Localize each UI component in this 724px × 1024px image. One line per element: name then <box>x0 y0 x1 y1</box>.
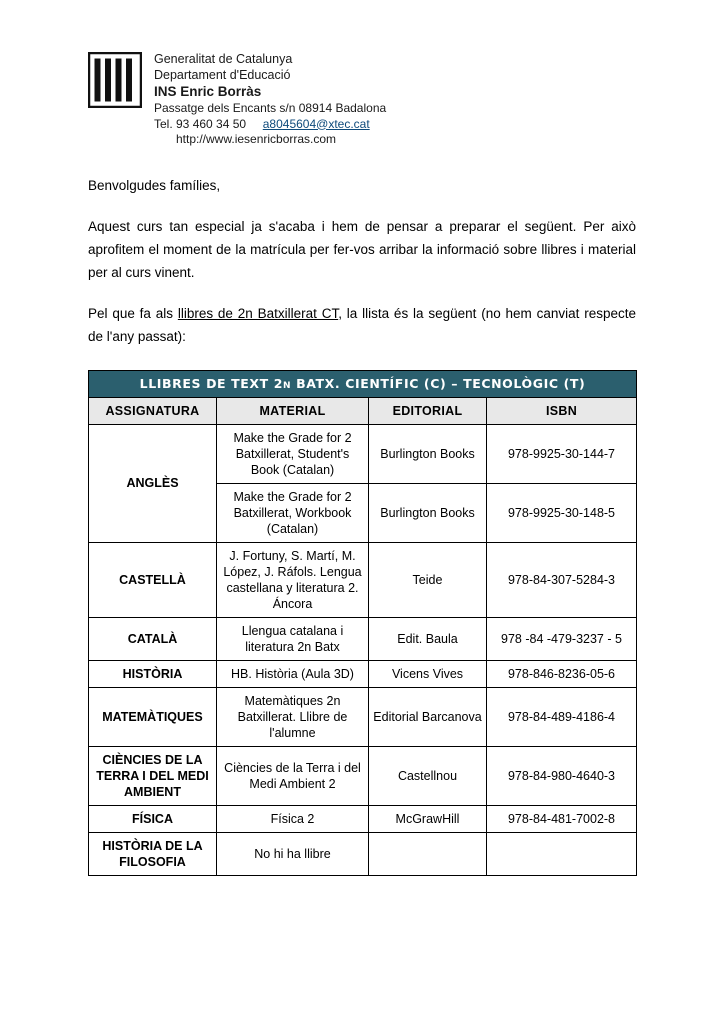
table-row <box>89 746 637 805</box>
cell-material: Física 2 <box>217 805 369 832</box>
cell-editorial: Burlington Books <box>369 424 487 483</box>
table-row <box>89 424 637 483</box>
cell-material: Make the Grade for 2 Batxillerat, Student's Book (Catalan) <box>217 424 369 483</box>
table-row <box>89 542 637 617</box>
cell-subject: HISTÒRIA DE LA FILOSOFIA <box>89 832 217 875</box>
table-row <box>89 617 637 660</box>
letterhead-text <box>154 52 386 148</box>
cell-isbn: 978-84-489-4186-4 <box>487 687 637 746</box>
table-row <box>89 832 637 875</box>
cell-isbn: 978 -84 -479-3237 - 5 <box>487 617 637 660</box>
salutation: Benvolgudes famílies, <box>88 177 221 193</box>
paragraph-1: Aquest curs tan especial ja s'acaba i hem de pensar a preparar el següent. Per això aprofitem el moment de la matrícula per fer-vos arribar la informació sobre llibres i material per al curs vinent. <box>88 218 636 280</box>
books-highlight: llibres de 2n Batxillerat CT <box>177 305 339 321</box>
cell-material: Matemàtiques 2n Batxillerat. Llibre de l'alumne <box>217 687 369 746</box>
cell-isbn: 978-846-8236-05-6 <box>487 660 637 687</box>
org-name: Generalitat de Catalunya <box>154 52 293 66</box>
school-phone: Tel. 93 460 34 50 <box>154 116 247 131</box>
paragraph-2 <box>88 302 636 348</box>
generalitat-de-catalunya-logo <box>88 52 142 108</box>
cell-editorial: Castellnou <box>369 746 487 805</box>
cell-material: HB. Història (Aula 3D) <box>217 660 369 687</box>
school-email-link[interactable]: a8045604@xtec.cat <box>262 116 370 131</box>
cell-material: Ciències de la Terra i del Medi Ambient 2 <box>217 746 369 805</box>
cell-subject: CIÈNCIES DE LA TERRA I DEL MEDI AMBIENT <box>89 746 217 805</box>
cell-subject: ANGLÈS <box>89 424 217 542</box>
school-address: Passatge dels Encants s/n 08914 Badalona <box>154 101 387 115</box>
cell-editorial: McGrawHill <box>369 805 487 832</box>
cell-isbn: 978-9925-30-144-7 <box>487 424 637 483</box>
table-title-row <box>89 370 637 397</box>
column-header-material: MATERIAL <box>217 397 369 424</box>
column-header-assignatura: ASSIGNATURA <box>89 397 217 424</box>
cell-subject: CASTELLÀ <box>89 542 217 617</box>
cell-material: Make the Grade for 2 Batxillerat, Workbook (Catalan) <box>217 483 369 542</box>
contact-line <box>154 117 386 133</box>
cell-subject: FÍSICA <box>89 805 217 832</box>
books-table <box>88 370 637 876</box>
column-header-editorial: EDITORIAL <box>369 397 487 424</box>
letter-body <box>0 174 724 348</box>
cell-editorial: Teide <box>369 542 487 617</box>
cell-editorial <box>369 832 487 875</box>
cell-subject: HISTÒRIA <box>89 660 217 687</box>
column-header-isbn: ISBN <box>487 397 637 424</box>
table-header-row <box>89 397 637 424</box>
table-title: LLIBRES DE TEXT 2n BATX. CIENTÍFIC (C) – TECNOLÒGIC (T) <box>89 370 637 397</box>
school-website: http://www.iesenricborras.com <box>176 132 337 146</box>
cell-isbn: 978-84-481-7002-8 <box>487 805 637 832</box>
paragraph-2-before: Pel que fa als <box>88 305 178 321</box>
cell-editorial: Editorial Barcanova <box>369 687 487 746</box>
cell-material: Llengua catalana i literatura 2n Batx <box>217 617 369 660</box>
table-row <box>89 660 637 687</box>
cell-editorial: Vicens Vives <box>369 660 487 687</box>
cell-editorial: Burlington Books <box>369 483 487 542</box>
cell-editorial: Edit. Baula <box>369 617 487 660</box>
cell-material: No hi ha llibre <box>217 832 369 875</box>
cell-isbn: 978-9925-30-148-5 <box>487 483 637 542</box>
department-name: Departament d'Educació <box>154 67 291 82</box>
paragraph-2-after: , la llista és la següent (no hem canviat respecte de l'any passat): <box>88 305 636 344</box>
table-row <box>89 805 637 832</box>
cell-material: J. Fortuny, S. Martí, M. López, J. Ráfols. Lengua castellana y literatura 2. Áncora <box>217 542 369 617</box>
cell-isbn: 978-84-980-4640-3 <box>487 746 637 805</box>
cell-subject: CATALÀ <box>89 617 217 660</box>
letterhead <box>0 0 724 148</box>
cell-isbn <box>487 832 637 875</box>
books-table-wrap <box>0 370 724 876</box>
cell-isbn: 978-84-307-5284-3 <box>487 542 637 617</box>
school-name: INS Enric Borràs <box>154 84 262 99</box>
cell-subject: MATEMÀTIQUES <box>89 687 217 746</box>
table-row <box>89 687 637 746</box>
